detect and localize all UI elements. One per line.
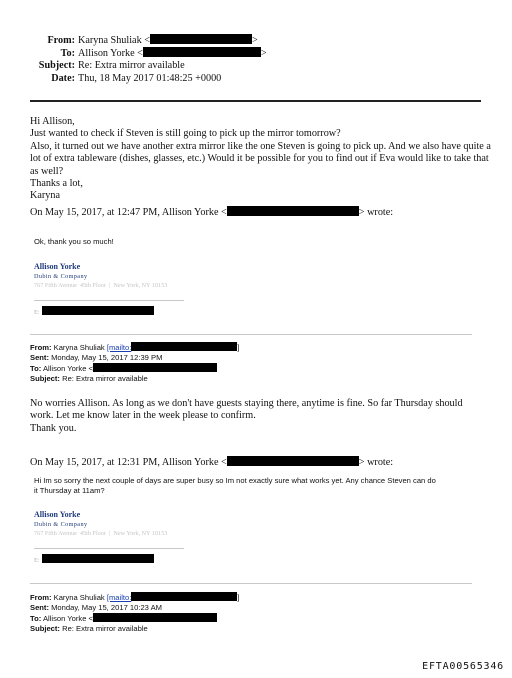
redaction bbox=[93, 363, 217, 372]
redaction bbox=[42, 554, 154, 563]
header-subject: Subject: Re: Extra mirror available bbox=[38, 60, 185, 71]
redaction bbox=[227, 456, 359, 466]
header-from: From: Karyna Shuliak < > bbox=[47, 35, 258, 46]
signature-rule bbox=[34, 548, 184, 549]
quote-body-2: Hi Im so sorry the next couple of days are super busy so Im not exactly sure what works yet. Any chance Steven can do it Thursday at 11am? bbox=[34, 476, 436, 495]
signature-1: Allison Yorke Dubin & Company 767 Fifth Avenue 45th Floor | New York, NY 10153 E: bbox=[34, 262, 167, 290]
redaction bbox=[93, 613, 217, 622]
mailto-link[interactable]: [mailto: bbox=[106, 593, 132, 602]
header-date: Date: Thu, 18 May 2017 01:48:25 +0000 bbox=[51, 73, 222, 84]
document-id: EFTA00565346 bbox=[422, 661, 504, 672]
signature-rule bbox=[34, 300, 184, 301]
quote-body-1: Ok, thank you so much! bbox=[34, 237, 114, 246]
forward-divider-2 bbox=[30, 583, 472, 584]
forward-divider-1 bbox=[30, 334, 472, 335]
redaction bbox=[143, 47, 261, 57]
redaction bbox=[150, 34, 252, 44]
forward-header-2: From: Karyna Shuliak [mailto: ] Sent: Monday, May 15, 2017 10:23 AM To: Allison Yorke < Subject: Re: Extra mirror available bbox=[30, 593, 240, 633]
redaction bbox=[42, 306, 154, 315]
quote-header-2: On May 15, 2017, at 12:31 PM, Allison Yorke < > wrote: bbox=[30, 457, 394, 468]
redaction bbox=[131, 592, 237, 601]
signature-2: Allison Yorke Dubin & Company 767 Fifth Avenue 45th Floor | New York, NY 10153 E: bbox=[34, 510, 167, 538]
redaction bbox=[131, 342, 237, 351]
redaction bbox=[227, 206, 359, 216]
mailto-link[interactable]: [mailto: bbox=[106, 343, 132, 352]
header-to: To: Allison Yorke < > bbox=[60, 48, 267, 59]
forward-header-1: From: Karyna Shuliak [mailto: ] Sent: Monday, May 15, 2017 12:39 PM To: Allison Yorke < Subject: Re: Extra mirror available bbox=[30, 343, 240, 383]
message-body-1: Hi Allison, Just wanted to check if Steven is still going to pick up the mirror tomorrow? Also, it turned out we have another extra mirror like the one Steven is going to pick up. And we also have quite a lot of extra tableware (dishes, glasses, etc.) Would it be possible for you to find out if Eva would like to take that as well? Thanks a lot, Karyna bbox=[30, 116, 491, 202]
quote-header-1: On May 15, 2017, at 12:47 PM, Allison Yorke < > wrote: bbox=[30, 207, 394, 218]
message-body-2: No worries Allison. As long as we don't have guests staying there, anytime is fine. So far Thursday should work. Let me know later in the week please to confirm. Thank you. bbox=[30, 398, 463, 434]
header-divider bbox=[30, 100, 481, 102]
